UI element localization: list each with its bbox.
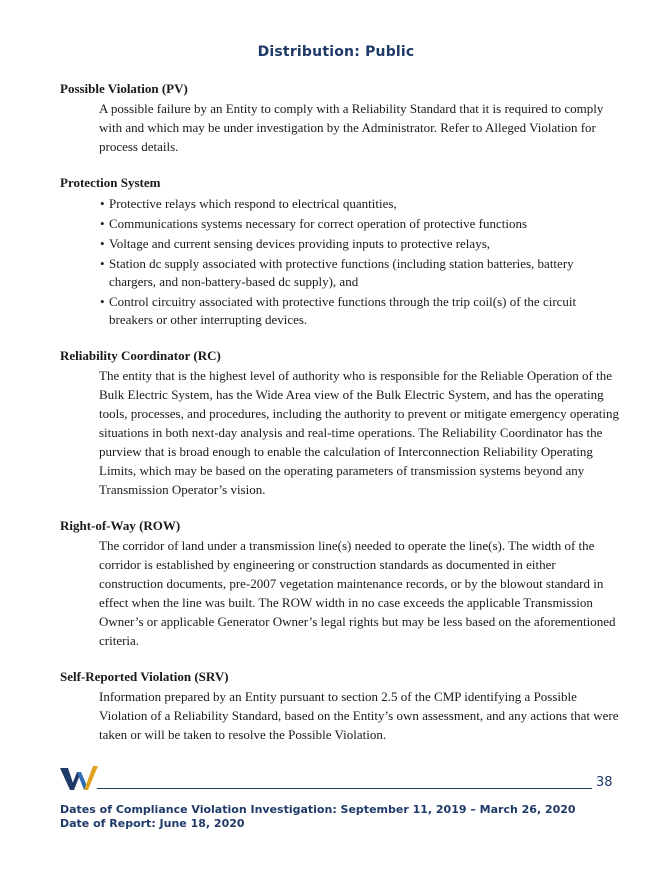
term-right-of-way	[60, 517, 620, 650]
glossary-content	[60, 80, 620, 762]
report-date: Date of Report: June 18, 2020	[60, 817, 245, 830]
term-definition: The corridor of land under a transmission line(s) needed to operate the line(s). The width of the corridor is established by engineering or construction standards as documented in either construction documents, pre-2007 vegetation maintenance records, or by the blowout standard in effect when the line was built. The ROW width in no case exceeds the applicable Transmission Owner’s or applicable Generator Owner’s legal rights but may be less based on the aforementioned criteria.	[99, 538, 616, 648]
list-item: • Voltage and current sensing devices providing inputs to protective relays,	[100, 235, 620, 253]
list-item: • Station dc supply associated with protective functions (including station batteries, battery chargers, and non-battery-based dc supply), and	[100, 255, 620, 291]
term-possible-violation	[60, 80, 620, 156]
term-title: Right-of-Way (ROW)	[60, 518, 181, 533]
investigation-dates: Dates of Compliance Violation Investigation: September 11, 2019 – March 26, 2020	[60, 803, 576, 816]
term-definition: The entity that is the highest level of authority who is responsible for the Reliable Operation of the Bulk Electric System, has the Wide Area view of the Bulk Electric System, and has the operating tools, processes, and procedures, including the authority to prevent or mitigate emergency operating situations in both next-day analysis and real-time operations. The Reliability Coordinator has the purview that is broad enough to enable the calculation of Interconnection Reliability Operating Limits, which may be based on the operating parameters of transmission systems beyond any Transmission Operator’s vision.	[99, 368, 619, 497]
term-title: Reliability Coordinator (RC)	[60, 348, 221, 363]
list-item: • Communications systems necessary for correct operation of protective functions	[100, 215, 620, 233]
page-title: Distribution: Public	[257, 44, 415, 60]
term-title: Protection System	[60, 175, 161, 190]
list-item: • Control circuitry associated with protective functions through the trip coil(s) of the circuit breakers or other interrupting devices.	[100, 293, 620, 329]
report-footer	[60, 803, 576, 831]
term-self-reported-violation	[60, 668, 620, 744]
term-protection-system	[60, 174, 620, 329]
term-reliability-coordinator	[60, 347, 620, 499]
term-definition: Information prepared by an Entity pursuant to section 2.5 of the CMP identifying a Possible Violation of a Reliability Standard, based on the Entity’s own assessment, and any actions that were taken or will be taken to resolve the Possible Violation.	[99, 689, 619, 742]
term-title: Self-Reported Violation (SRV)	[60, 669, 229, 684]
bullet-list	[60, 195, 620, 329]
footer-divider	[97, 788, 592, 789]
page-number: 38	[596, 775, 613, 790]
wecc-logo-icon	[60, 764, 98, 792]
list-item: • Protective relays which respond to electrical quantities,	[100, 195, 620, 213]
page-header	[0, 44, 672, 60]
term-definition: A possible failure by an Entity to comply with a Reliability Standard that it is required to comply with and which may be under investigation by the Administrator. Refer to Alleged Violation for process details.	[99, 101, 604, 154]
term-title: Possible Violation (PV)	[60, 81, 188, 96]
